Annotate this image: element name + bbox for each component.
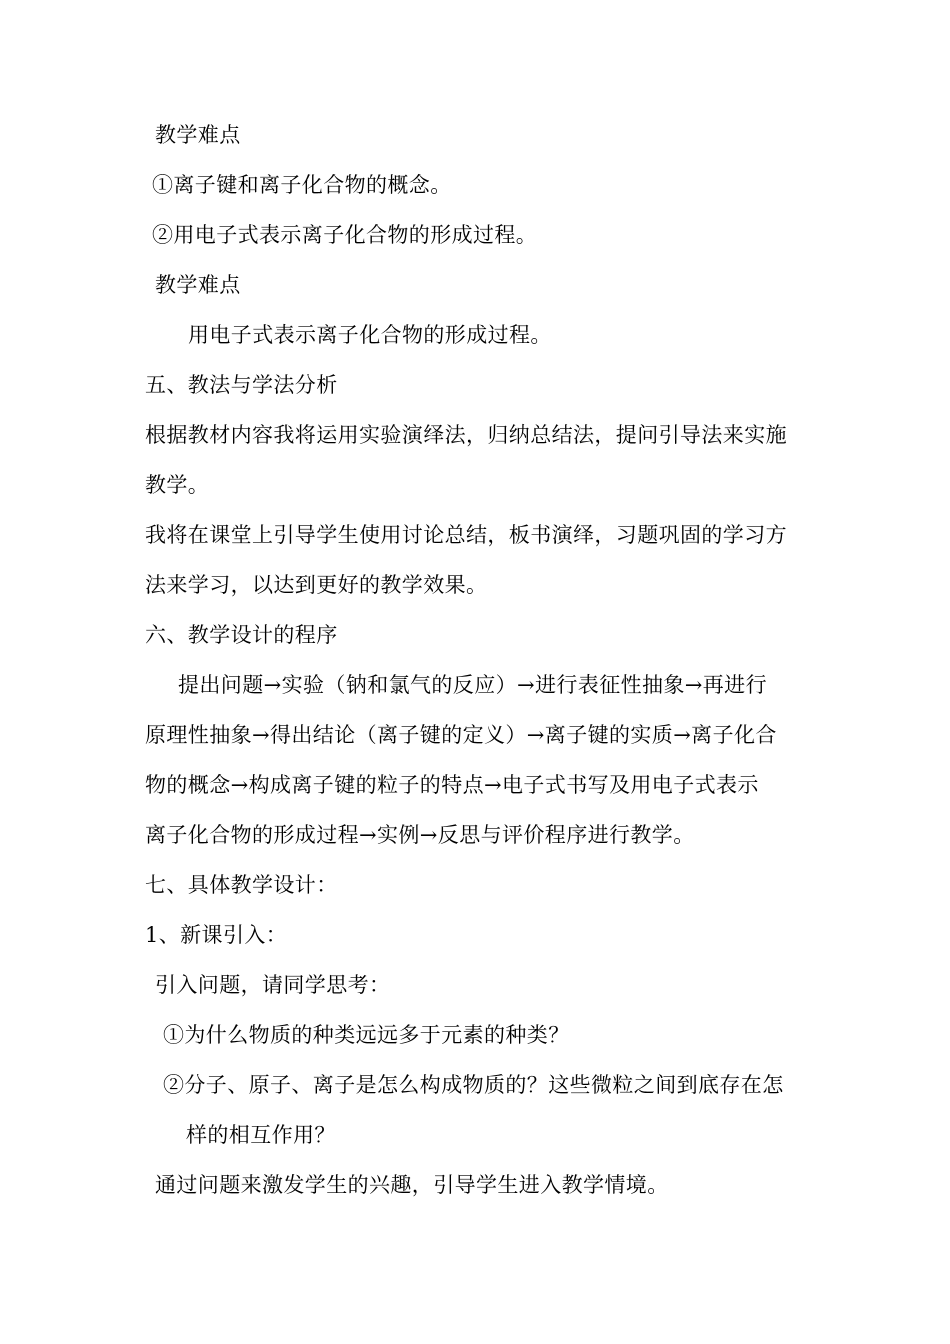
paragraph-learning-line-2: 法来学习，以达到更好的教学效果。 xyxy=(145,573,488,597)
paragraph-procedure-line-4: 离子化合物的形成过程→实例→反思与评价程序进行教学。 xyxy=(145,823,695,847)
paragraph-method-line-1: 根据教材内容我将运用实验演绎法，归纳总结法，提问引导法来实施 xyxy=(145,423,787,447)
paragraph-motivation: 通过问题来激发学生的兴趣，引导学生进入教学情境。 xyxy=(155,1173,669,1197)
section-heading-5: 五、教法与学法分析 xyxy=(145,373,338,397)
section-heading-6: 六、教学设计的程序 xyxy=(145,623,338,647)
heading-teaching-difficulty-1: 教学难点 xyxy=(155,123,241,147)
paragraph-learning-line-1: 我将在课堂上引导学生使用讨论总结，板书演绎，习题巩固的学习方 xyxy=(145,523,787,547)
list-item-question-1: ①为什么物质的种类远远多于元素的种类？ xyxy=(163,1023,570,1047)
paragraph-method-line-2: 教学。 xyxy=(145,473,210,497)
subsection-heading-1: 1、新课引入： xyxy=(145,923,288,947)
paragraph-procedure-line-2: 原理性抽象→得出结论（离子键的定义）→离子键的实质→离子化合 xyxy=(145,723,777,747)
list-item-question-2: ②分子、原子、离子是怎么构成物质的？这些微粒之间到底存在怎 xyxy=(163,1073,784,1097)
paragraph-procedure-line-1: 提出问题→实验（钠和氯气的反应）→进行表征性抽象→再进行 xyxy=(178,673,767,697)
paragraph-electron-formula-2: 用电子式表示离子化合物的形成过程。 xyxy=(188,323,552,347)
paragraph-intro-question: 引入问题，请同学思考： xyxy=(155,973,391,997)
section-heading-7: 七、具体教学设计： xyxy=(145,873,338,897)
paragraph-procedure-line-3: 物的概念→构成离子键的粒子的特点→电子式书写及用电子式表示 xyxy=(145,773,759,797)
heading-teaching-difficulty-2: 教学难点 xyxy=(155,273,241,297)
list-item-question-2-cont: 样的相互作用？ xyxy=(186,1123,336,1147)
paragraph-electron-formula: ②用电子式表示离子化合物的形成过程。 xyxy=(152,223,538,247)
paragraph-ionic-bond-concept: ①离子键和离子化合物的概念。 xyxy=(152,173,452,197)
